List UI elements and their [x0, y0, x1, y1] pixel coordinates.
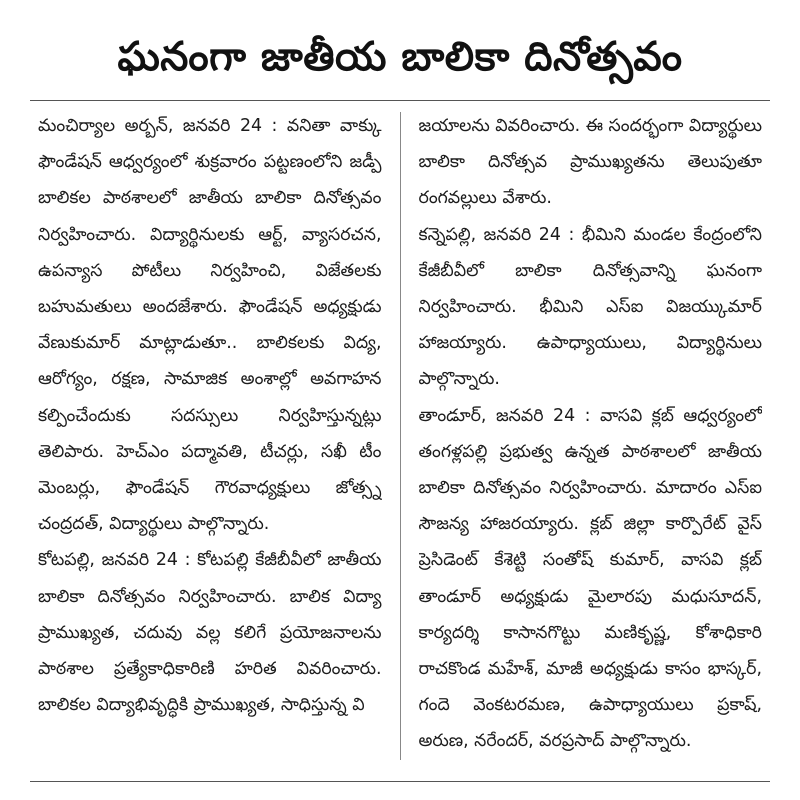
article-headline: ఘనంగా జాతీయ బాలికా దినోత్సవం — [117, 34, 683, 80]
right-column — [419, 108, 763, 764]
article-paragraph: కోటపల్లి, జనవరి 24 : కోటపల్లి కేజీబీవీలో జాతీయ బాలికా దినోత్సవం నిర్వహించారు. బాలిక విద్యా ప్రాముఖ్యత, చదువు వల్ల కలిగే ప్రయోజనాలను పాఠశాల ప్రత్యేకాధికారిణి హరిత వివరించారు. బాలికల విద్యాభివృద్ధికి ప్రాముఖ్యత, సాధిస్తున్న వి — [38, 550, 382, 716]
article-body — [38, 108, 762, 764]
news-article — [8, 8, 792, 792]
article-paragraph: కన్నెపల్లి, జనవరి 24 : భీమిని మండల కేంద్రంలోని కేజీబీవీలో బాలికా దినోత్సవాన్ని ఘనంగా నిర్వహించారు. భీమిని ఎస్ఐ విజయ్కుమార్ హాజయ్యారు. ఉపాధ్యాయులు, విద్యార్థినులు పాల్గొన్నారు. — [418, 224, 762, 390]
bottom-divider — [30, 781, 770, 782]
column-divider — [400, 112, 401, 760]
left-column — [38, 108, 382, 764]
article-paragraph: మంచిర్యాల అర్బన్, జనవరి 24 : వనితా వాక్కు ఫౌండేషన్ ఆధ్వర్యంలో శుక్రవారం పట్టణంలోని జడ్పీ బాలికల పాఠశాలలో జాతీయ బాలికా దినోత్సవం నిర్వహించారు. విద్యార్థినులకు ఆర్ట్, వ్యాసరచన, ఉపన్యాస పోటీలు నిర్వహించి, విజేతలకు బహుమతులు అందజేశారు. ఫౌండేషన్ అధ్యక్షుడు వేణుకుమార్ మాట్లాడుతూ.. బాలికలకు విద్య, ఆరోగ్యం, రక్షణ, సామాజిక అంశాల్లో అవగాహన కల్పించేందుకు సదస్సులు నిర్వహిస్తున్నట్లు తెలిపారు. హెచ్ఎం పద్మావతి, టీచర్లు, సఖీ టీం మెంబర్లు, ఫౌండేషన్ గౌరవాధ్యక్షులు జోత్స్న చంద్రదత్, విద్యార్థులు పాల్గొన్నారు. — [38, 116, 382, 535]
headline-divider — [30, 100, 770, 101]
article-paragraph: తాండూర్, జనవరి 24 : వాసవి క్లబ్ ఆధ్వర్యంలో తంగళ్లపల్లి ప్రభుత్వ ఉన్నత పాఠశాలలో జాతీయ బాలికా దినోత్సవం నిర్వహించారు. మాదారం ఎస్ఐ సౌజన్య హాజరయ్యారు. క్లబ్ జిల్లా కార్పొరేట్ వైస్ ప్రెసిడెంట్ కేశెట్టి సంతోష్ కుమార్, వాసవి క్లబ్ తాండూర్ అధ్యక్షుడు మైలారపు మధుసూదన్, కార్యదర్శి కాసానగొట్టు మణికృష్ణ, కోశాధికారి రాచకొండ మహేశ్, మాజీ అధ్యక్షుడు కాసం భాస్కర్, గందె వెంకటరమణ, ఉపాధ్యాయులు ప్రకాష్, అరుణ, నరేందర్, వరప్రసాద్ పాల్గొన్నారు. — [418, 405, 762, 752]
article-paragraph: జయాలను వివరించారు. ఈ సందర్భంగా విద్యార్థులు బాలికా దినోత్సవ ప్రాముఖ్యతను తెలుపుతూ రంగవల్లులు వేశారు. — [418, 116, 762, 209]
